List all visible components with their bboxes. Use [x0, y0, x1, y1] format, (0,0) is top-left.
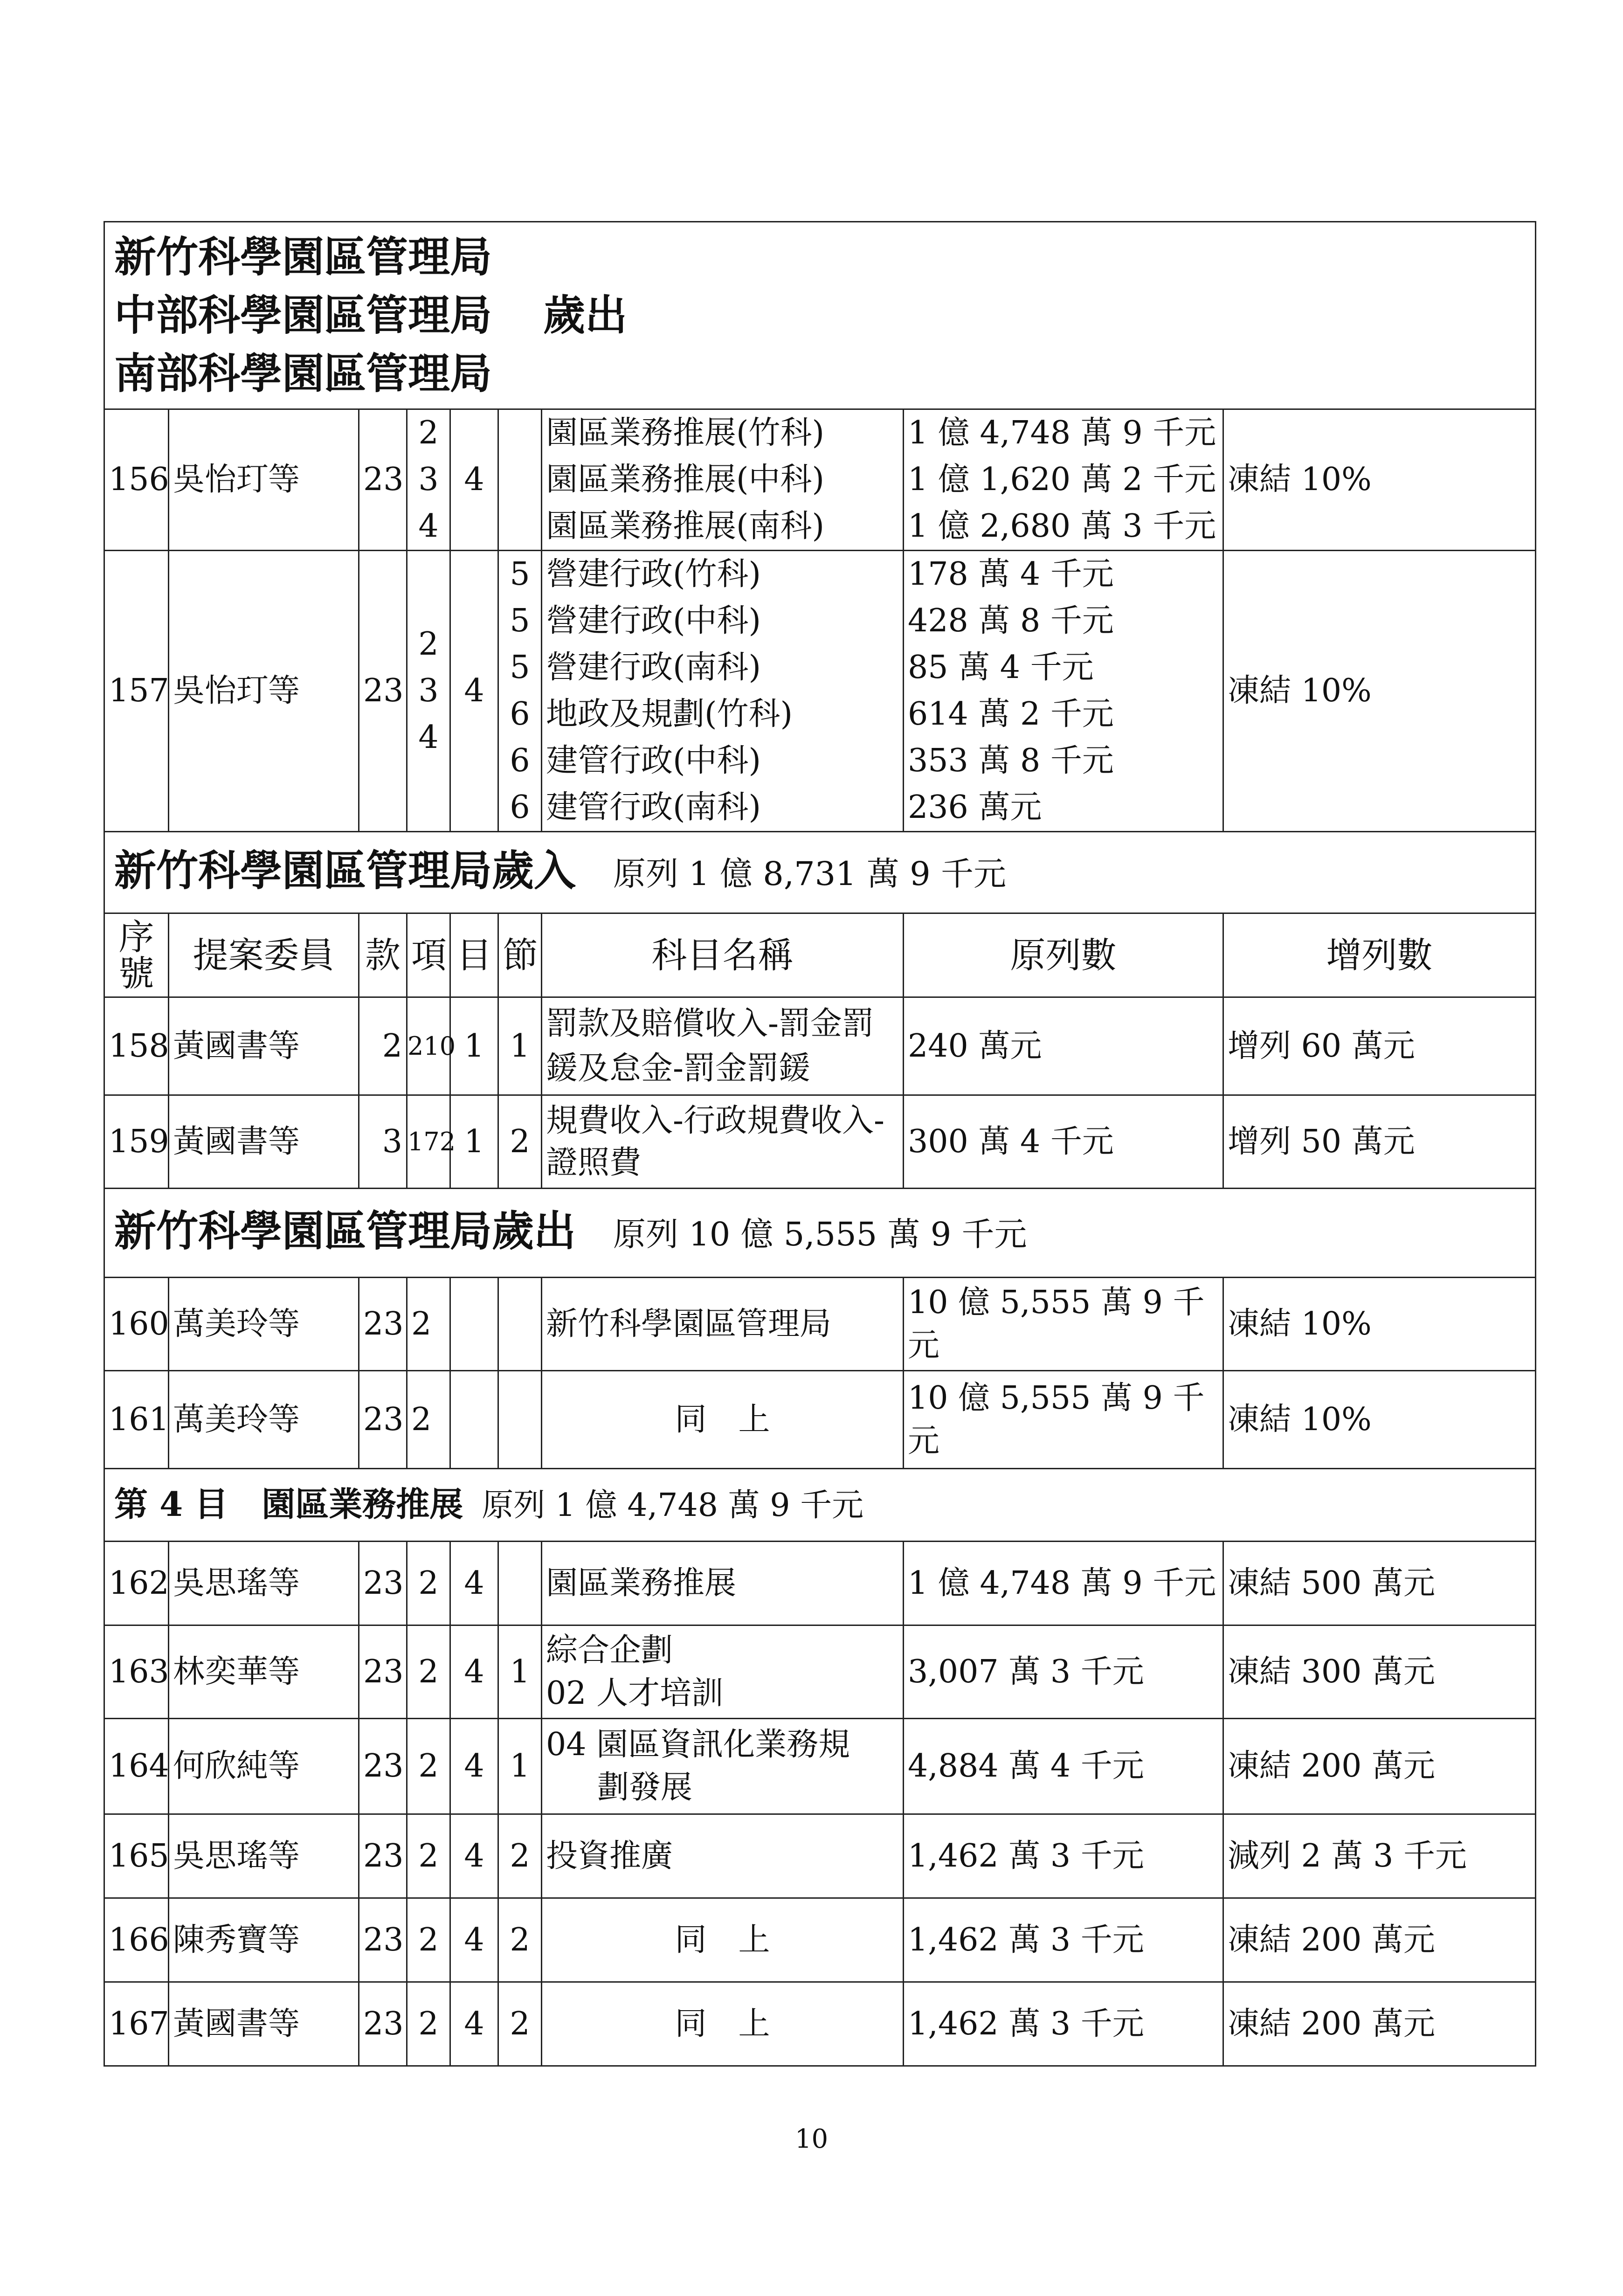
row-item: 罰款及賠償收入-罰金罰鍰及怠金-罰金罰鍰 [542, 997, 904, 1095]
row-mu: 4 [450, 551, 498, 832]
row-jie: 5 5 5 6 6 6 [498, 551, 542, 832]
table-row [104, 1371, 1536, 1469]
row-item: 同 上 [542, 1982, 904, 2066]
row-action: 增列 60 萬元 [1223, 997, 1536, 1095]
row-member: 吳思瑤等 [169, 1542, 359, 1625]
row-kuan: 23 [359, 1278, 407, 1371]
row-no: 163 [104, 1625, 169, 1719]
row-amounts: 178 萬 4 千元 428 萬 8 千元 85 萬 4 千元 614 萬 2 千元 353 萬 8 千元 236 萬元 [904, 551, 1223, 832]
row-amounts: 1 億 4,748 萬 9 千元 1 億 1,620 萬 2 千元 1 億 2,680 萬 3 千元 [904, 409, 1223, 551]
row-amount: 10 億 5,555 萬 9 千元 [904, 1278, 1223, 1371]
row-jie: 2 [498, 1982, 542, 2066]
row-member: 黃國書等 [169, 1095, 359, 1189]
row-jie: 1 [498, 1719, 542, 1814]
table-row [104, 409, 1536, 551]
row-action: 凍結 10% [1223, 409, 1536, 551]
section-header-4 [104, 1469, 1536, 1542]
row-mu: 4 [450, 409, 498, 551]
section-header-3 [104, 1189, 1536, 1278]
col-xiang: 項 [407, 913, 450, 997]
section1-line2: 中部科學園區管理局 [114, 290, 492, 340]
row-no: 160 [104, 1278, 169, 1371]
col-item: 科目名稱 [542, 913, 904, 997]
col-no: 序號 [104, 913, 169, 997]
row-items: 營建行政(竹科) 營建行政(中科) 營建行政(南科) 地政及規劃(竹科) 建管行政(中科) 建管行政(南科) [542, 551, 904, 832]
row-no: 167 [104, 1982, 169, 2066]
table-row [104, 551, 1536, 832]
row-amount: 10 億 5,555 萬 9 千元 [904, 1371, 1223, 1469]
section-header-2 [104, 832, 1536, 913]
row-jie [498, 1278, 542, 1371]
table-row [104, 1542, 1536, 1625]
section3-title: 新竹科學園區管理局歲出 [114, 1206, 576, 1256]
row-action: 凍結 200 萬元 [1223, 1898, 1536, 1982]
budget-table-page [104, 221, 1535, 2067]
row-kuan: 23 [359, 1371, 407, 1469]
section2-original: 原列 1 億 8,731 萬 9 千元 [613, 855, 1006, 893]
row-mu: 4 [450, 1625, 498, 1719]
table-row [104, 1095, 1536, 1189]
row-amount: 240 萬元 [904, 997, 1223, 1095]
row-xiang: 2 [407, 1719, 450, 1814]
table-row [104, 1625, 1536, 1719]
row-xiang: 2 3 4 [407, 409, 450, 551]
row-action: 凍結 10% [1223, 1278, 1536, 1371]
section1-line1: 新竹科學園區管理局 [114, 232, 492, 282]
col-change: 增列數 [1223, 913, 1536, 997]
row-mu [450, 1371, 498, 1469]
row-xiang: 2 [407, 1982, 450, 2066]
budget-table [104, 221, 1536, 2067]
row-amount: 1,462 萬 3 千元 [904, 1898, 1223, 1982]
row-item: 規費收入-行政規費收入-證照費 [542, 1095, 904, 1189]
table-row [104, 997, 1536, 1095]
table-row [104, 1814, 1536, 1898]
row-kuan: 23 [359, 1625, 407, 1719]
row-item: 04 園區資訊化業務規 劃發展 [542, 1719, 904, 1814]
row-jie [498, 1542, 542, 1625]
row-jie: 1 [498, 997, 542, 1095]
row-member: 吳怡玎等 [169, 551, 359, 832]
row-mu: 1 [450, 997, 498, 1095]
row-mu: 4 [450, 1898, 498, 1982]
row-action: 凍結 10% [1223, 551, 1536, 832]
section-header-1 [104, 222, 1536, 409]
table-row [104, 1898, 1536, 1982]
row-no: 166 [104, 1898, 169, 1982]
row-jie: 2 [498, 1898, 542, 1982]
table-row [104, 1719, 1536, 1814]
row-mu: 4 [450, 1814, 498, 1898]
row-jie: 2 [498, 1095, 542, 1189]
page-number: 10 [794, 2124, 829, 2154]
col-jie: 節 [498, 913, 542, 997]
row-action: 凍結 300 萬元 [1223, 1625, 1536, 1719]
row-xiang: 2 [407, 1371, 450, 1469]
row-jie: 1 [498, 1625, 542, 1719]
row-no: 159 [104, 1095, 169, 1189]
row-action: 凍結 200 萬元 [1223, 1719, 1536, 1814]
table-row [104, 1982, 1536, 2066]
row-xiang: 2 3 4 [407, 551, 450, 832]
row-member: 陳秀寶等 [169, 1898, 359, 1982]
row-kuan: 3 [359, 1095, 407, 1189]
row-no: 158 [104, 997, 169, 1095]
row-mu [450, 1278, 498, 1371]
row-member: 吳思瑤等 [169, 1814, 359, 1898]
row-member: 林奕華等 [169, 1625, 359, 1719]
section4-original: 原列 1 億 4,748 萬 9 千元 [482, 1487, 864, 1524]
row-jie [498, 1371, 542, 1469]
row-member: 黃國書等 [169, 997, 359, 1095]
row-action: 減列 2 萬 3 千元 [1223, 1814, 1536, 1898]
row-item: 投資推廣 [542, 1814, 904, 1898]
col-member: 提案委員 [169, 913, 359, 997]
row-amount: 3,007 萬 3 千元 [904, 1625, 1223, 1719]
row-no: 161 [104, 1371, 169, 1469]
row-member: 萬美玲等 [169, 1371, 359, 1469]
row-member: 吳怡玎等 [169, 409, 359, 551]
row-action: 凍結 500 萬元 [1223, 1542, 1536, 1625]
row-no: 162 [104, 1542, 169, 1625]
row-amount: 300 萬 4 千元 [904, 1095, 1223, 1189]
row-item: 綜合企劃 02 人才培訓 [542, 1625, 904, 1719]
row-kuan: 23 [359, 551, 407, 832]
row-xiang: 2 [407, 1542, 450, 1625]
row-action: 凍結 10% [1223, 1371, 1536, 1469]
row-mu: 1 [450, 1095, 498, 1189]
row-jie: 2 [498, 1814, 542, 1898]
row-xiang: 2 [407, 1278, 450, 1371]
table-row [104, 1278, 1536, 1371]
row-mu: 4 [450, 1982, 498, 2066]
row-member: 何欣純等 [169, 1719, 359, 1814]
row-item: 園區業務推展 [542, 1542, 904, 1625]
row-action: 凍結 200 萬元 [1223, 1982, 1536, 2066]
row-kuan: 23 [359, 1719, 407, 1814]
row-xiang: 2 [407, 1898, 450, 1982]
row-jie [498, 409, 542, 551]
row-xiang: 2 [407, 1814, 450, 1898]
row-kuan: 23 [359, 409, 407, 551]
row-kuan: 23 [359, 1542, 407, 1625]
section4-title: 第 4 目 園區業務推展 [114, 1484, 463, 1524]
col-kuan: 款 [359, 913, 407, 997]
section3-original: 原列 10 億 5,555 萬 9 千元 [613, 1215, 1027, 1253]
row-item: 新竹科學園區管理局 [542, 1278, 904, 1371]
row-action: 增列 50 萬元 [1223, 1095, 1536, 1189]
col-original: 原列數 [904, 913, 1223, 997]
row-item: 同 上 [542, 1898, 904, 1982]
section1-line2-suffix: 歲出 [543, 290, 627, 340]
row-kuan: 23 [359, 1982, 407, 2066]
section1-line3: 南部科學園區管理局 [114, 349, 492, 398]
row-member: 萬美玲等 [169, 1278, 359, 1371]
row-amount: 1,462 萬 3 千元 [904, 1982, 1223, 2066]
row-mu: 4 [450, 1542, 498, 1625]
row-amount: 1,462 萬 3 千元 [904, 1814, 1223, 1898]
row-kuan: 2 [359, 997, 407, 1095]
row-member: 黃國書等 [169, 1982, 359, 2066]
row-mu: 4 [450, 1719, 498, 1814]
row-xiang: 172 [407, 1095, 450, 1189]
row-amount: 4,884 萬 4 千元 [904, 1719, 1223, 1814]
section2-title: 新竹科學園區管理局歲入 [114, 846, 576, 895]
row-no: 156 [104, 409, 169, 551]
col-mu: 目 [450, 913, 498, 997]
column-header-row [104, 913, 1536, 997]
row-kuan: 23 [359, 1898, 407, 1982]
row-no: 165 [104, 1814, 169, 1898]
row-amount: 1 億 4,748 萬 9 千元 [904, 1542, 1223, 1625]
row-xiang: 210 [407, 997, 450, 1095]
row-xiang: 2 [407, 1625, 450, 1719]
row-no: 157 [104, 551, 169, 832]
row-no: 164 [104, 1719, 169, 1814]
row-item: 同 上 [542, 1371, 904, 1469]
row-kuan: 23 [359, 1814, 407, 1898]
row-items: 園區業務推展(竹科) 園區業務推展(中科) 園區業務推展(南科) [542, 409, 904, 551]
